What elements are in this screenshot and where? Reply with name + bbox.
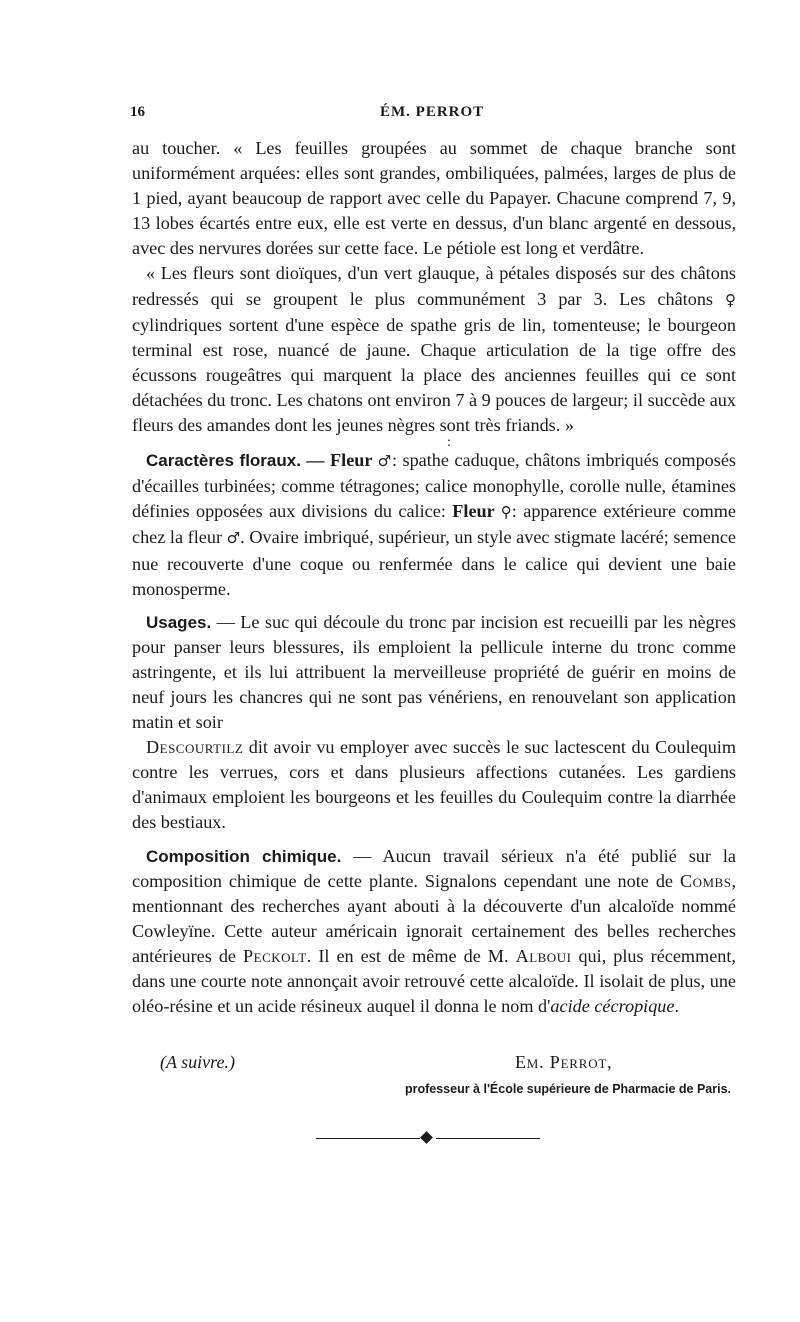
author-name: Em. Perrot, [515,1052,613,1072]
page-header [130,104,735,128]
descourtilz-text: dit avoir vu employer avec succès le suc lactescent du Coulequim contre les verrues, cors et dans plusieurs affections cutanées. Les gardiens d'animaux emploient les bourgeons et les feuilles du Coulequim contre la diarrhée des bestiaux. [132,737,736,833]
acid-name: acide cécropique [550,996,675,1017]
floral-heading: Caractères floraux. [146,451,301,471]
page-number: 16 [130,104,145,120]
chimie-text-3: . Il en est de même de M. [306,945,516,966]
signature-block [132,1052,736,1122]
paragraph-chemical-composition [132,844,736,1020]
article-body [132,136,736,1019]
male-symbol-icon: ♂ [377,452,392,471]
albouy-name: Alboui [515,945,572,966]
ornament-line-left [316,1138,420,1139]
floral-text-4: : apparence extérieure comme chez la fleur [132,501,736,548]
chimie-text-4: qui, plus récemment, dans une courte note annonçait avoir retrouvé cette alcaloïde. Il isolait de plus, une oléo-résine et un acide résineux auquel il donna le nom d' [132,945,736,1017]
floral-text-1: — Fleur [300,450,378,471]
usages-text: — Le suc qui découle du tronc par incision est recueilli par les nègres pour panser leurs blessures, ils emploient la pellicule interne du tronc comme astringente, et ils lui attribuent la merveilleuse propriété de guérir en moins de neuf jours les chancres qui ne sont pas vénériens, en renouvelant son application matin et soir [132,611,736,733]
combs-name: Combs [679,870,732,891]
chimie-text-2: , mentionnant des recherches ayant abouti à la découverte d'un alcaloïde nommé Cowleyïne. Cette auteur américain ignorait certainement des belles recherches antérieures de [132,870,736,966]
hermaphrodite-symbol-icon: ⚲ [500,503,512,522]
colon-mark: : [447,435,451,451]
floral-text-5: . Ovaire imbriqué, supérieur, un style avec stigmate lacéré; semence nue recouverte d'une coque ou renfermée dans le calice qui devient une baie monosperme. [132,527,737,599]
end-ornament [316,1132,540,1146]
running-head: ÉM. PERROT [380,104,485,120]
paragraph-leaves: au toucher. « Les feuilles groupées au sommet de chaque branche sont uniformément arquées: elles sont grandes, ombiliquées, palmées, larges de plus de 1 pied, ayant beaucoup de rapport avec celle du Papayer. Chacune comprend 7, 9, 13 lobes écartés entre eux, elle est verte en dessus, d'un blanc argenté en dessous, avec des nervures dorées sur cette face. Le pétiole est long et verdâtre. [132,138,736,259]
flowers-text-a: « Les fleurs sont dioïques, d'un vert glauque, à pétales disposés sur des châtons redressés qui se groupent le plus communément 3 par 3. Les châtons [132,263,736,309]
chimie-text-1: — Aucun travail sérieux n'a été publié sur la composition chimique de cette plante. Signalons cependant une note de [132,845,736,891]
chimie-heading: Composition chimique. [146,846,342,866]
paragraph-floral-characters [132,448,736,602]
peckolt-name: Peckolt [243,945,307,966]
diamond-icon [420,1131,433,1144]
usages-heading: Usages. [146,612,212,632]
chimie-text-5: . [674,996,680,1017]
paragraph-usages [132,610,736,735]
paragraph-descourtilz [132,735,736,835]
male-symbol-icon-2: ♂ [226,529,241,548]
flowers-text-b: cylindriques sortent d'une espèce de spathe gris de lin, tomenteuse; le bourgeon terminal est rose, nuancé de jaune. Chaque articulation de la tige offre des écussons rougeâtres qui marquent la place des anciennes feuilles qui ce sont détachées du tronc. Les chatons ont environ 7 à 9 pouces de largeur; il succède aux fleurs des amandes dont les jeunes nègres sont très friands. » [132,314,736,436]
to-be-continued: (A suivre.) [160,1052,235,1072]
descourtilz-name: Descourtilz [146,737,244,758]
author-title: professeur à l'École supérieure de Pharmacie de Paris. [404,1082,732,1096]
female-symbol-icon: ♀ [725,290,736,309]
floral-text-2: : spathe caduque, châtons imbriqués composés d'écailles turbinées; comme tétragones; calice monophylle, corolle nulle, étamines définies opposées aux divisions du calice: [132,450,736,522]
paragraph-flowers [132,261,736,438]
ornament-line-right [436,1138,540,1139]
floral-text-3: Fleur [452,501,501,522]
